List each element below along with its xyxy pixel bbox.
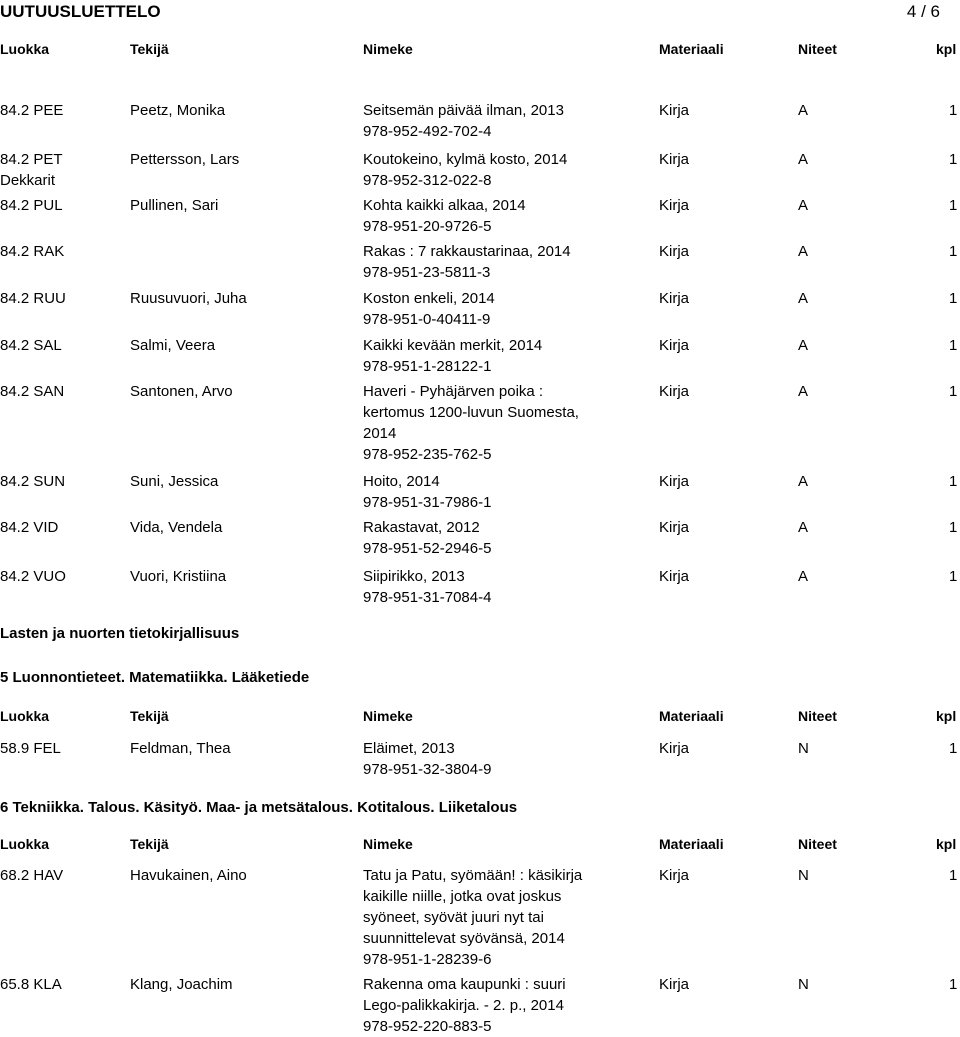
cell-nimeke-line: kaikille niille, jotka ovat joskus (363, 888, 562, 905)
page-title: UUTUUSLUETTELO (0, 2, 161, 21)
cell-materiaali: Kirja (659, 290, 690, 307)
cell-nimeke-line: Rakastavat, 2012 (363, 519, 480, 536)
cell-materiaali: Kirja (659, 337, 690, 354)
cell-nimeke (363, 100, 613, 142)
cell-niteet: A (798, 197, 809, 214)
cell-nimeke-line: 978-952-235-762-5 (363, 446, 492, 463)
cell-tekija: Pettersson, Lars (130, 151, 240, 168)
cell-nimeke (363, 381, 613, 465)
cell-luokka-line: Dekkarit (0, 172, 56, 189)
cell-nimeke (363, 335, 613, 377)
col-kpl: kpl (936, 41, 957, 57)
cell-luokka (0, 738, 125, 759)
cell-tekija: Suni, Jessica (130, 473, 219, 490)
cell-nimeke (363, 517, 613, 559)
cell-tekija: Vuori, Kristiina (130, 568, 227, 585)
cell-nimeke-line: Koston enkeli, 2014 (363, 290, 495, 307)
cell-nimeke-line: Siipirikko, 2013 (363, 568, 465, 585)
col-materiaali: Materiaali (659, 836, 724, 852)
cell-niteet: A (798, 519, 809, 536)
cell-nimeke-line: Kaikki kevään merkit, 2014 (363, 337, 543, 354)
cell-luokka (0, 517, 125, 538)
cell-nimeke-line: 978-951-23-5811-3 (363, 264, 491, 281)
cell-nimeke-line: Hoito, 2014 (363, 473, 440, 490)
cell-niteet: A (798, 151, 809, 168)
col-niteet: Niteet (798, 41, 837, 57)
cell-nimeke (363, 195, 613, 237)
cell-nimeke-line: 978-951-52-2946-5 (363, 540, 492, 557)
cell-nimeke-line: 978-952-312-022-8 (363, 172, 492, 189)
cell-nimeke (363, 738, 613, 780)
cell-nimeke-line: 978-951-1-28239-6 (363, 951, 492, 968)
cell-nimeke-line: Kohta kaikki alkaa, 2014 (363, 197, 526, 214)
col-kpl: kpl (936, 708, 957, 724)
cell-nimeke-line: syöneet, syövät juuri nyt tai (363, 909, 544, 926)
cell-nimeke-line: 978-952-220-883-5 (363, 1018, 492, 1035)
cell-tekija: Havukainen, Aino (130, 867, 247, 884)
cell-luokka-line: 84.2 RUU (0, 290, 66, 307)
cell-materiaali: Kirja (659, 568, 690, 585)
cell-kpl: 1 (949, 976, 958, 993)
cell-nimeke-line: Koutokeino, kylmä kosto, 2014 (363, 151, 568, 168)
cell-luokka (0, 149, 125, 191)
cell-nimeke-line: 978-951-32-3804-9 (363, 761, 492, 778)
cell-luokka (0, 241, 125, 262)
cell-nimeke (363, 288, 613, 330)
cell-nimeke-line: Eläimet, 2013 (363, 740, 455, 757)
cell-nimeke-line: 978-951-20-9726-5 (363, 218, 492, 235)
col-materiaali: Materiaali (659, 41, 724, 57)
cell-tekija: Feldman, Thea (130, 740, 231, 757)
cell-luokka (0, 974, 125, 995)
cell-luokka-line: 84.2 RAK (0, 243, 65, 260)
col-materiaali: Materiaali (659, 708, 724, 724)
cell-luokka-line: 65.8 KLA (0, 976, 62, 993)
cell-niteet: A (798, 102, 809, 119)
cell-luokka (0, 100, 125, 121)
page-number: 4 / 6 (906, 2, 940, 21)
cell-nimeke (363, 149, 613, 191)
cell-kpl: 1 (949, 151, 958, 168)
cell-kpl: 1 (949, 519, 958, 536)
cell-kpl: 1 (949, 473, 958, 490)
col-luokka: Luokka (0, 836, 50, 852)
col-nimeke: Nimeke (363, 708, 413, 724)
cell-kpl: 1 (949, 290, 958, 307)
cell-materiaali: Kirja (659, 867, 690, 884)
cell-nimeke (363, 241, 613, 283)
cell-nimeke-line: 978-952-492-702-4 (363, 123, 492, 140)
col-tekija: Tekijä (130, 41, 169, 57)
cell-luokka-line: 84.2 SAN (0, 383, 65, 400)
cell-nimeke-line: 978-951-0-40411-9 (363, 311, 491, 328)
cell-nimeke (363, 471, 613, 513)
cell-materiaali: Kirja (659, 383, 690, 400)
cell-luokka-line: 84.2 VUO (0, 568, 66, 585)
col-tekija: Tekijä (130, 836, 169, 852)
cell-luokka-line: 84.2 PUL (0, 197, 63, 214)
cell-tekija: Santonen, Arvo (130, 383, 233, 400)
col-niteet: Niteet (798, 836, 837, 852)
cell-nimeke-line: suunnittelevat syövänsä, 2014 (363, 930, 565, 947)
col-kpl: kpl (936, 836, 957, 852)
cell-kpl: 1 (949, 740, 958, 757)
cell-nimeke-line: Tatu ja Patu, syömään! : käsikirja (363, 867, 583, 884)
column-header-row (0, 836, 960, 856)
cell-luokka-line: 58.9 FEL (0, 740, 61, 757)
cell-nimeke-line: Lego-palikkakirja. - 2. p., 2014 (363, 997, 564, 1014)
cell-kpl: 1 (949, 102, 958, 119)
cell-luokka-line: 84.2 PEE (0, 102, 64, 119)
cell-kpl: 1 (949, 867, 958, 884)
cell-tekija: Klang, Joachim (130, 976, 233, 993)
cell-materiaali: Kirja (659, 197, 690, 214)
cell-luokka-line: 84.2 PET (0, 151, 63, 168)
cell-luokka (0, 335, 125, 356)
section-heading: 6 Tekniikka. Talous. Käsityö. Maa- ja metsätalous. Kotitalous. Liiketalous (0, 799, 518, 816)
cell-niteet: A (798, 337, 809, 354)
cell-nimeke-line: Rakas : 7 rakkaustarinaa, 2014 (363, 243, 571, 260)
cell-tekija: Ruusuvuori, Juha (130, 290, 247, 307)
cell-kpl: 1 (949, 568, 958, 585)
cell-materiaali: Kirja (659, 102, 690, 119)
cell-niteet: A (798, 568, 809, 585)
cell-luokka (0, 566, 125, 587)
section-heading: 5 Luonnontieteet. Matematiikka. Lääketiede (0, 669, 310, 686)
cell-luokka (0, 381, 125, 402)
cell-nimeke-line: 978-951-31-7084-4 (363, 589, 492, 606)
cell-luokka (0, 195, 125, 216)
cell-nimeke (363, 865, 613, 970)
cell-kpl: 1 (949, 197, 958, 214)
cell-nimeke-line: Haveri - Pyhäjärven poika : (363, 383, 544, 400)
section-heading: Lasten ja nuorten tietokirjallisuus (0, 625, 240, 642)
cell-tekija: Vida, Vendela (130, 519, 223, 536)
col-nimeke: Nimeke (363, 836, 413, 852)
cell-materiaali: Kirja (659, 473, 690, 490)
cell-materiaali: Kirja (659, 151, 690, 168)
cell-nimeke (363, 974, 613, 1037)
cell-luokka-line: 84.2 SAL (0, 337, 62, 354)
cell-materiaali: Kirja (659, 976, 690, 993)
cell-nimeke-line: Seitsemän päivää ilman, 2013 (363, 102, 564, 119)
cell-niteet: A (798, 243, 809, 260)
cell-luokka-line: 68.2 HAV (0, 867, 64, 884)
cell-luokka (0, 471, 125, 492)
cell-materiaali: Kirja (659, 519, 690, 536)
col-niteet: Niteet (798, 708, 837, 724)
cell-niteet: A (798, 290, 809, 307)
cell-luokka-line: 84.2 VID (0, 519, 59, 536)
cell-niteet: A (798, 473, 809, 490)
cell-luokka (0, 865, 125, 886)
cell-nimeke-line: 978-951-31-7986-1 (363, 494, 492, 511)
cell-materiaali: Kirja (659, 243, 690, 260)
col-nimeke: Nimeke (363, 41, 413, 57)
cell-kpl: 1 (949, 243, 958, 260)
cell-materiaali: Kirja (659, 740, 690, 757)
cell-nimeke-line: 2014 (363, 425, 397, 442)
cell-nimeke-line: Rakenna oma kaupunki : suuri (363, 976, 566, 993)
cell-luokka-line: 84.2 SUN (0, 473, 66, 490)
cell-niteet: N (798, 976, 809, 993)
cell-tekija: Peetz, Monika (130, 102, 226, 119)
cell-kpl: 1 (949, 383, 958, 400)
cell-niteet: A (798, 383, 809, 400)
cell-nimeke-line: kertomus 1200-luvun Suomesta, (363, 404, 579, 421)
cell-luokka (0, 288, 125, 309)
cell-niteet: N (798, 740, 809, 757)
cell-tekija: Salmi, Veera (130, 337, 216, 354)
cell-nimeke-line: 978-951-1-28122-1 (363, 358, 492, 375)
col-luokka: Luokka (0, 41, 50, 57)
column-header-row (0, 708, 960, 728)
col-luokka: Luokka (0, 708, 50, 724)
cell-nimeke (363, 566, 613, 608)
column-header-row (0, 41, 960, 61)
col-tekija: Tekijä (130, 708, 169, 724)
cell-tekija: Pullinen, Sari (130, 197, 219, 214)
cell-niteet: N (798, 867, 809, 884)
cell-kpl: 1 (949, 337, 958, 354)
